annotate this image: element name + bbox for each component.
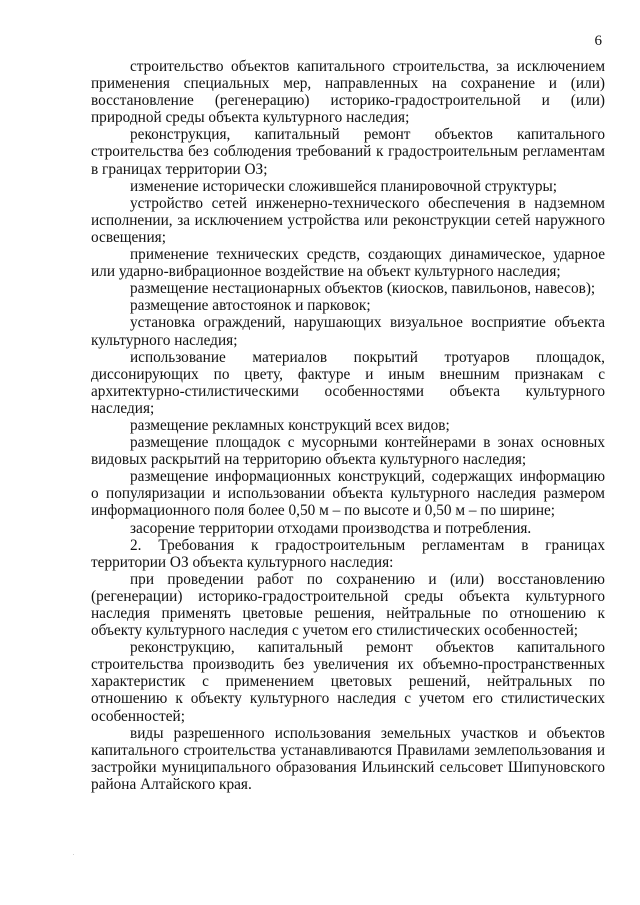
paragraph-10: размещение рекламных конструкций всех видов;: [130, 416, 450, 434]
document-body: [91, 58, 605, 793]
scan-speck: [73, 854, 74, 855]
paragraph-1: строительство объектов капитального строительства, за исключением применения специальных мер, направленных на сохранение и (или) восстановление (регенерацию) историко-градостроительной и (или) природной среды объекта культурного наследия;: [91, 58, 605, 127]
paragraph-3: изменение исторически сложившейся планировочной структуры;: [130, 177, 558, 195]
paragraph-9: использование материалов покрытий тротуаров площадок, диссонирующих по цвету, фактуре и иным внешним признакам с архитектурно-стилистическими особенностями объекта культурного наследия;: [91, 348, 605, 417]
paragraph-12: размещение информационных конструкций, содержащих информацию о популяризации и использовании объекта культурного наследия размером информационного поля более 0,50 м – по высоте и 0,50 м – по ширине;: [91, 468, 605, 520]
paragraph-7: размещение автостоянок и парковок;: [130, 297, 371, 315]
paragraph-6: размещение нестационарных объектов (киосков, павильонов, навесов);: [130, 280, 596, 298]
paragraph-5: применение технических средств, создающих динамическое, ударное или ударно-вибрационное воздействие на объект культурного наследия;: [91, 246, 605, 281]
paragraph-11: размещение площадок с мусорными контейнерами в зонах основных видовых раскрытий на территорию объекта культурного наследия;: [91, 434, 605, 469]
paragraph-16: реконструкцию, капитальный ремонт объектов капитального строительства производить без увеличения их объемно-пространственных характеристик с применением цветовых решений, нейтральных по отношению к объекту культурного наследия с учетом его стилистических особенностей;: [91, 639, 605, 725]
paragraph-2: реконструкция, капитальный ремонт объектов капитального строительства без соблюдения требований к градостроительным регламентам в границах территории ОЗ;: [91, 126, 605, 178]
section-heading-2: 2. Требования к градостроительным регламентам в границах территории ОЗ объекта культурного наследия:: [91, 536, 605, 571]
paragraph-8: установка ограждений, нарушающих визуальное восприятие объекта культурного наследия;: [91, 314, 605, 349]
paragraph-13: засорение территории отходами производства и потребления.: [130, 519, 532, 537]
paragraph-15: при проведении работ по сохранению и (или) восстановлению (регенерации) историко-градостроительной среды объекта культурного наследия применять цветовые решения, нейтральные по отношению к объекту культурного наследия с учетом его стилистических особенностей;: [91, 570, 605, 640]
paragraph-17: виды разрешенного использования земельных участков и объектов капитального строительства устанавливаются Правилами землепользования и застройки муниципального образования Ильинский сельсовет Шипуновского района Алтайского края.: [91, 724, 605, 793]
page-number: 6: [594, 33, 602, 49]
paragraph-4: устройство сетей инженерно-технического обеспечения в надземном исполнении, за исключением устройства или реконструкции сетей наружного освещения;: [91, 194, 605, 246]
